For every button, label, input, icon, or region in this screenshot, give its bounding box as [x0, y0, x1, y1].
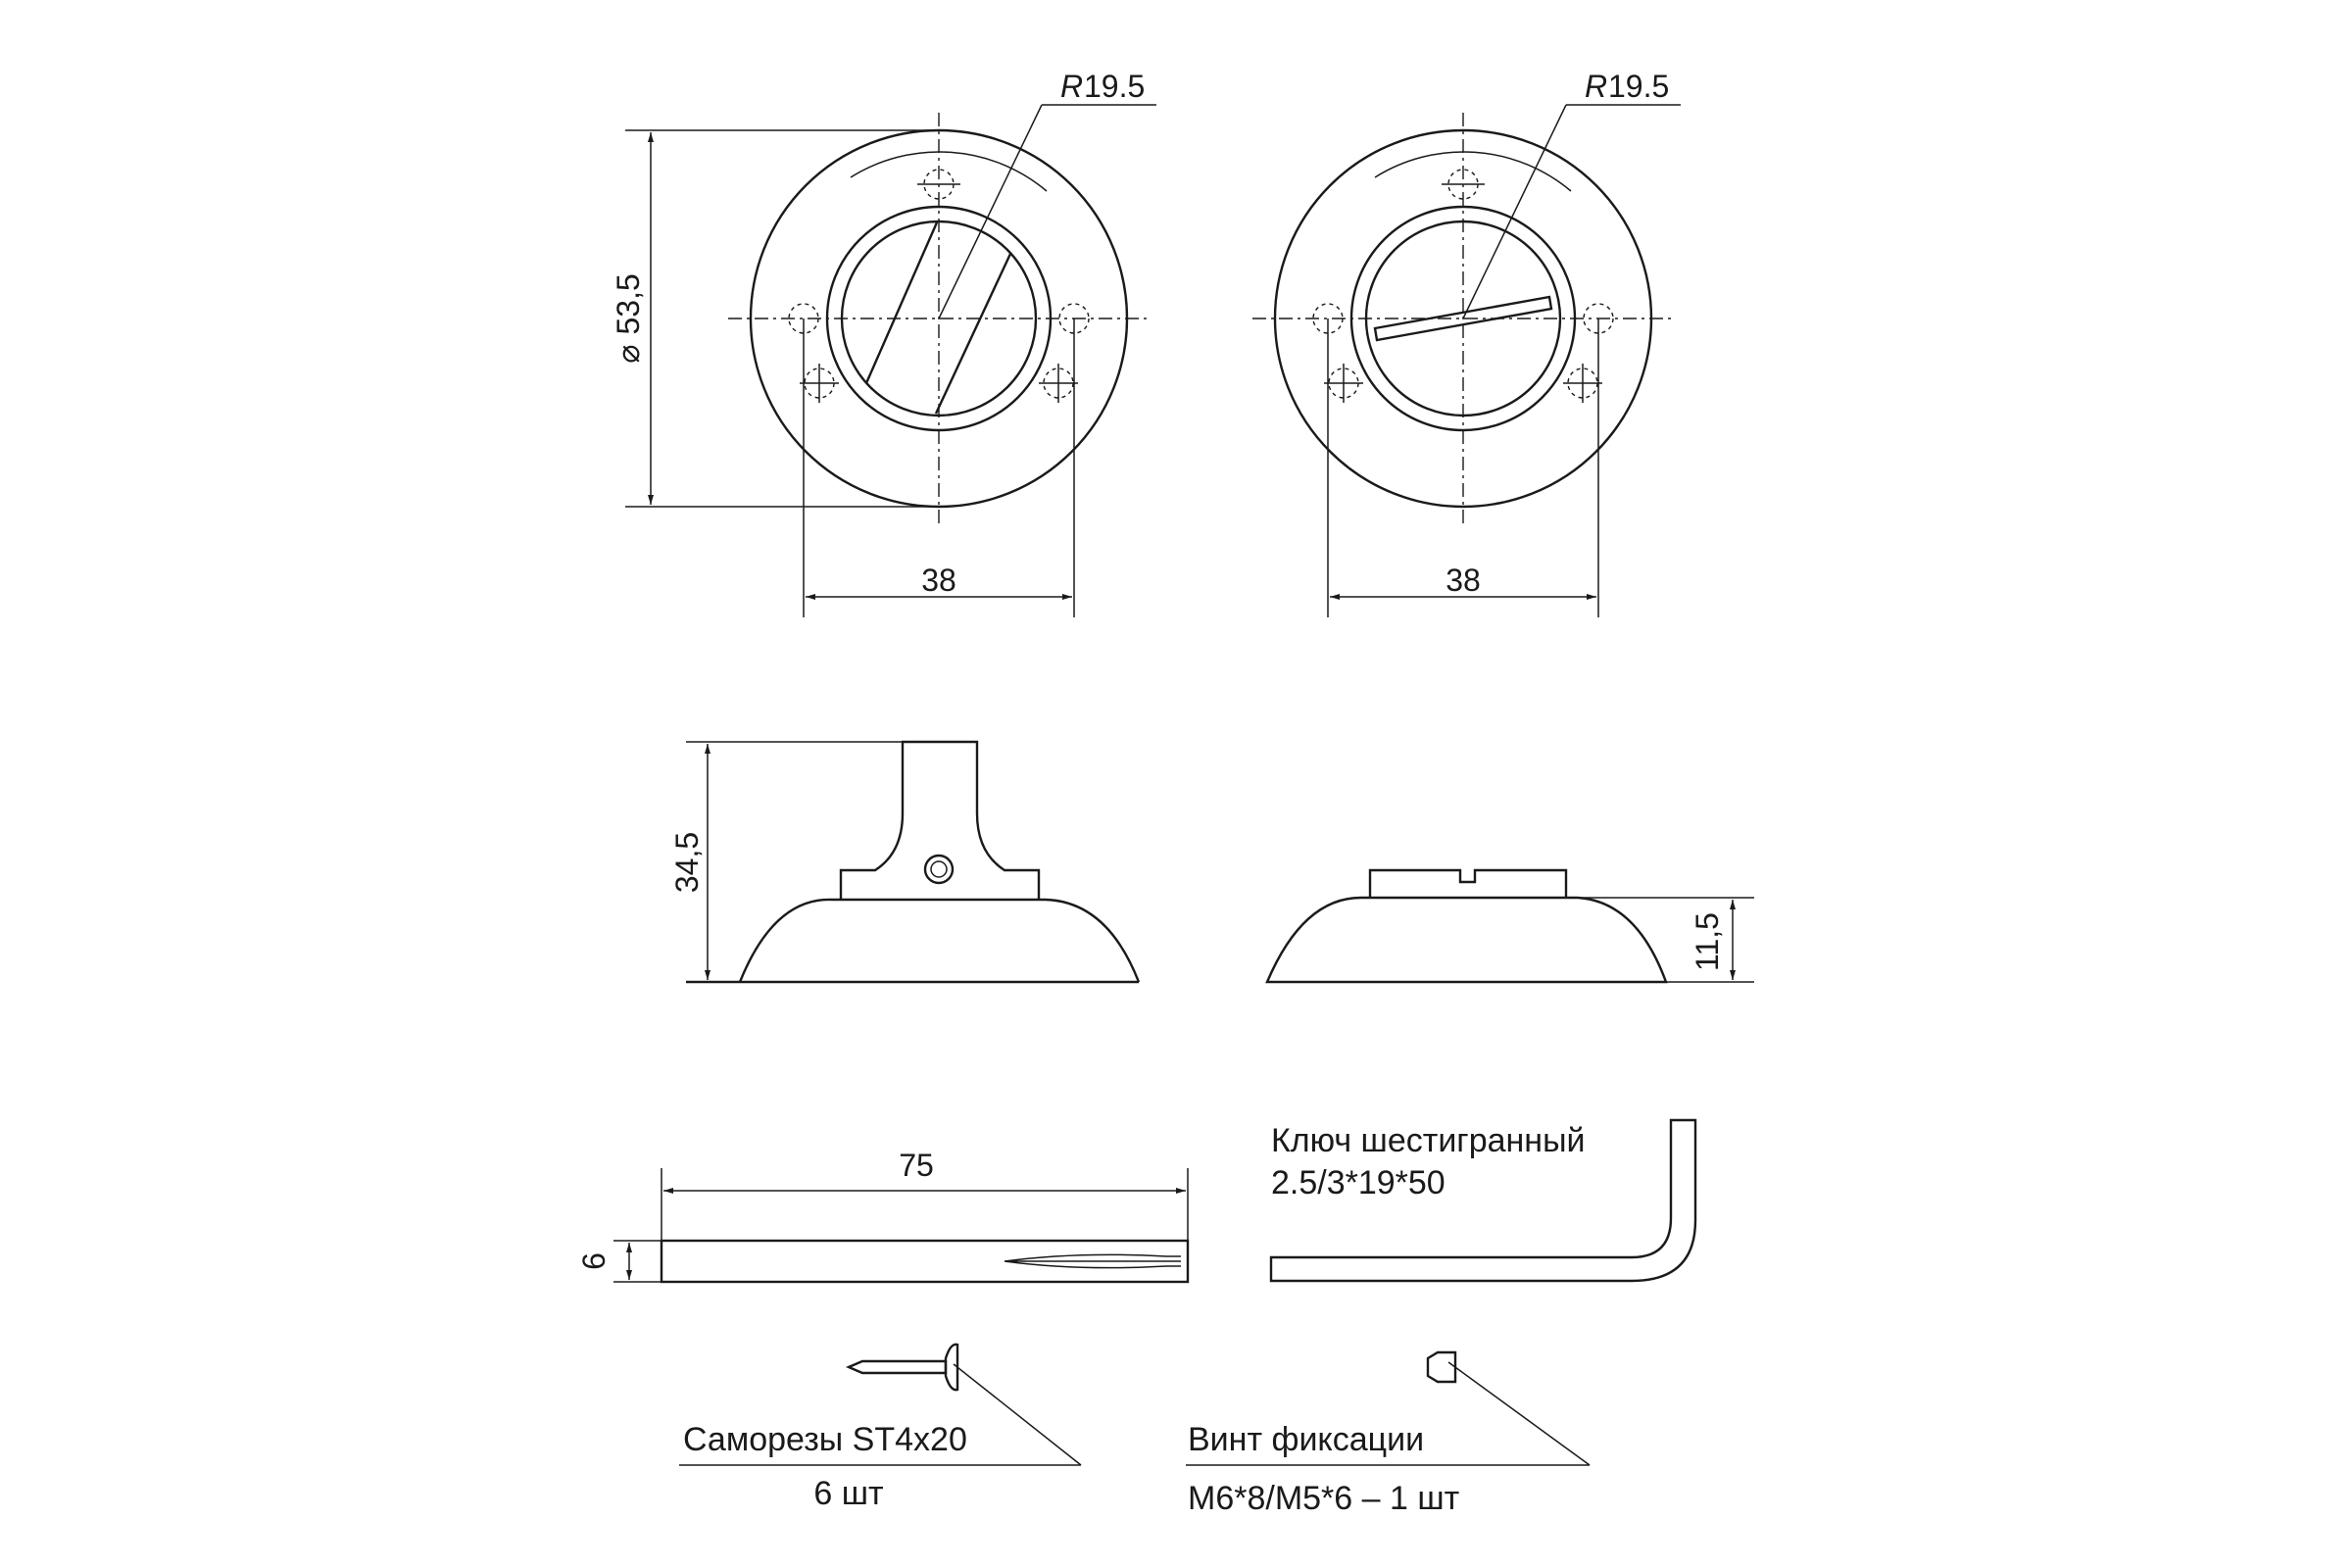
screw-leader: [954, 1364, 1081, 1465]
radius-label-value: 19.5: [1608, 69, 1670, 104]
rosette-dome: [740, 900, 1139, 982]
base-height-label: 11,5: [1690, 912, 1725, 971]
spindle: [613, 1168, 1188, 1282]
set-screw-hole-inner: [931, 861, 947, 877]
front-view-slotted: [625, 105, 1156, 617]
rotation-arc: [851, 152, 1047, 191]
screw-name: Саморезы ST4x20: [683, 1421, 967, 1458]
screw-head: [946, 1345, 957, 1390]
spindle-thickness-label: 6: [576, 1252, 612, 1270]
screw-quantity: 6 шт: [813, 1475, 884, 1512]
screw-shank: [849, 1361, 946, 1373]
set-screw-body: [1428, 1352, 1455, 1382]
knob-stub: [1370, 870, 1566, 898]
front-view-flat: [1252, 105, 1681, 617]
set-screw-spec: M6*8/M5*6 – 1 шт: [1188, 1480, 1460, 1517]
diameter-label: [611, 273, 646, 364]
hole-spacing-label: 38: [921, 563, 956, 598]
handle-neck: [841, 742, 1039, 900]
spindle-length-label: 75: [899, 1148, 934, 1183]
handle-height-label: 34,5: [669, 831, 705, 894]
slot-line-left: [866, 222, 937, 383]
radius-label-letter: R: [1060, 69, 1084, 104]
radius-label-letter: R: [1585, 69, 1608, 104]
diameter-symbol: ⌀: [611, 344, 646, 364]
hole-spacing-label: 38: [1446, 563, 1481, 598]
slot-line-right: [936, 254, 1010, 414]
set-screw-name: Винт фиксации: [1188, 1421, 1425, 1458]
set-screw-hole-outer: [925, 856, 953, 883]
side-view-handle: [686, 742, 1139, 982]
side-view-base: [1267, 870, 1754, 982]
rosette-dome: [1267, 898, 1666, 982]
hex-key-name: Ключ шестигранный: [1271, 1122, 1586, 1159]
spindle-slot: [1004, 1254, 1181, 1267]
set-screw-leader: [1448, 1362, 1590, 1465]
radius-label-value: 19.5: [1084, 69, 1146, 104]
hex-key-size: 2.5/3*19*50: [1271, 1164, 1446, 1201]
rotation-arc: [1375, 152, 1571, 191]
diameter-value: 53,5: [611, 273, 646, 335]
